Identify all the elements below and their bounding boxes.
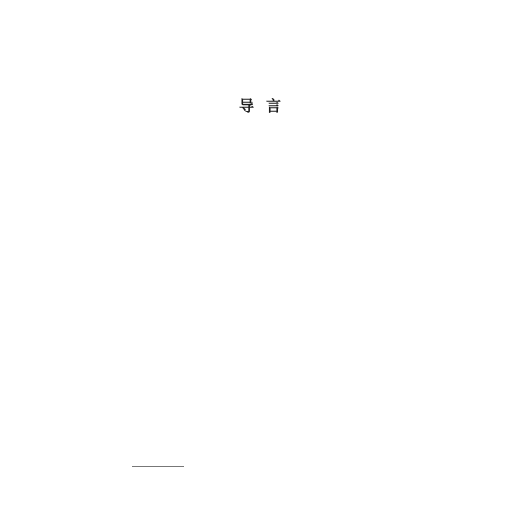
page-title: 导言 [238,97,293,115]
footnote-divider [132,466,184,467]
